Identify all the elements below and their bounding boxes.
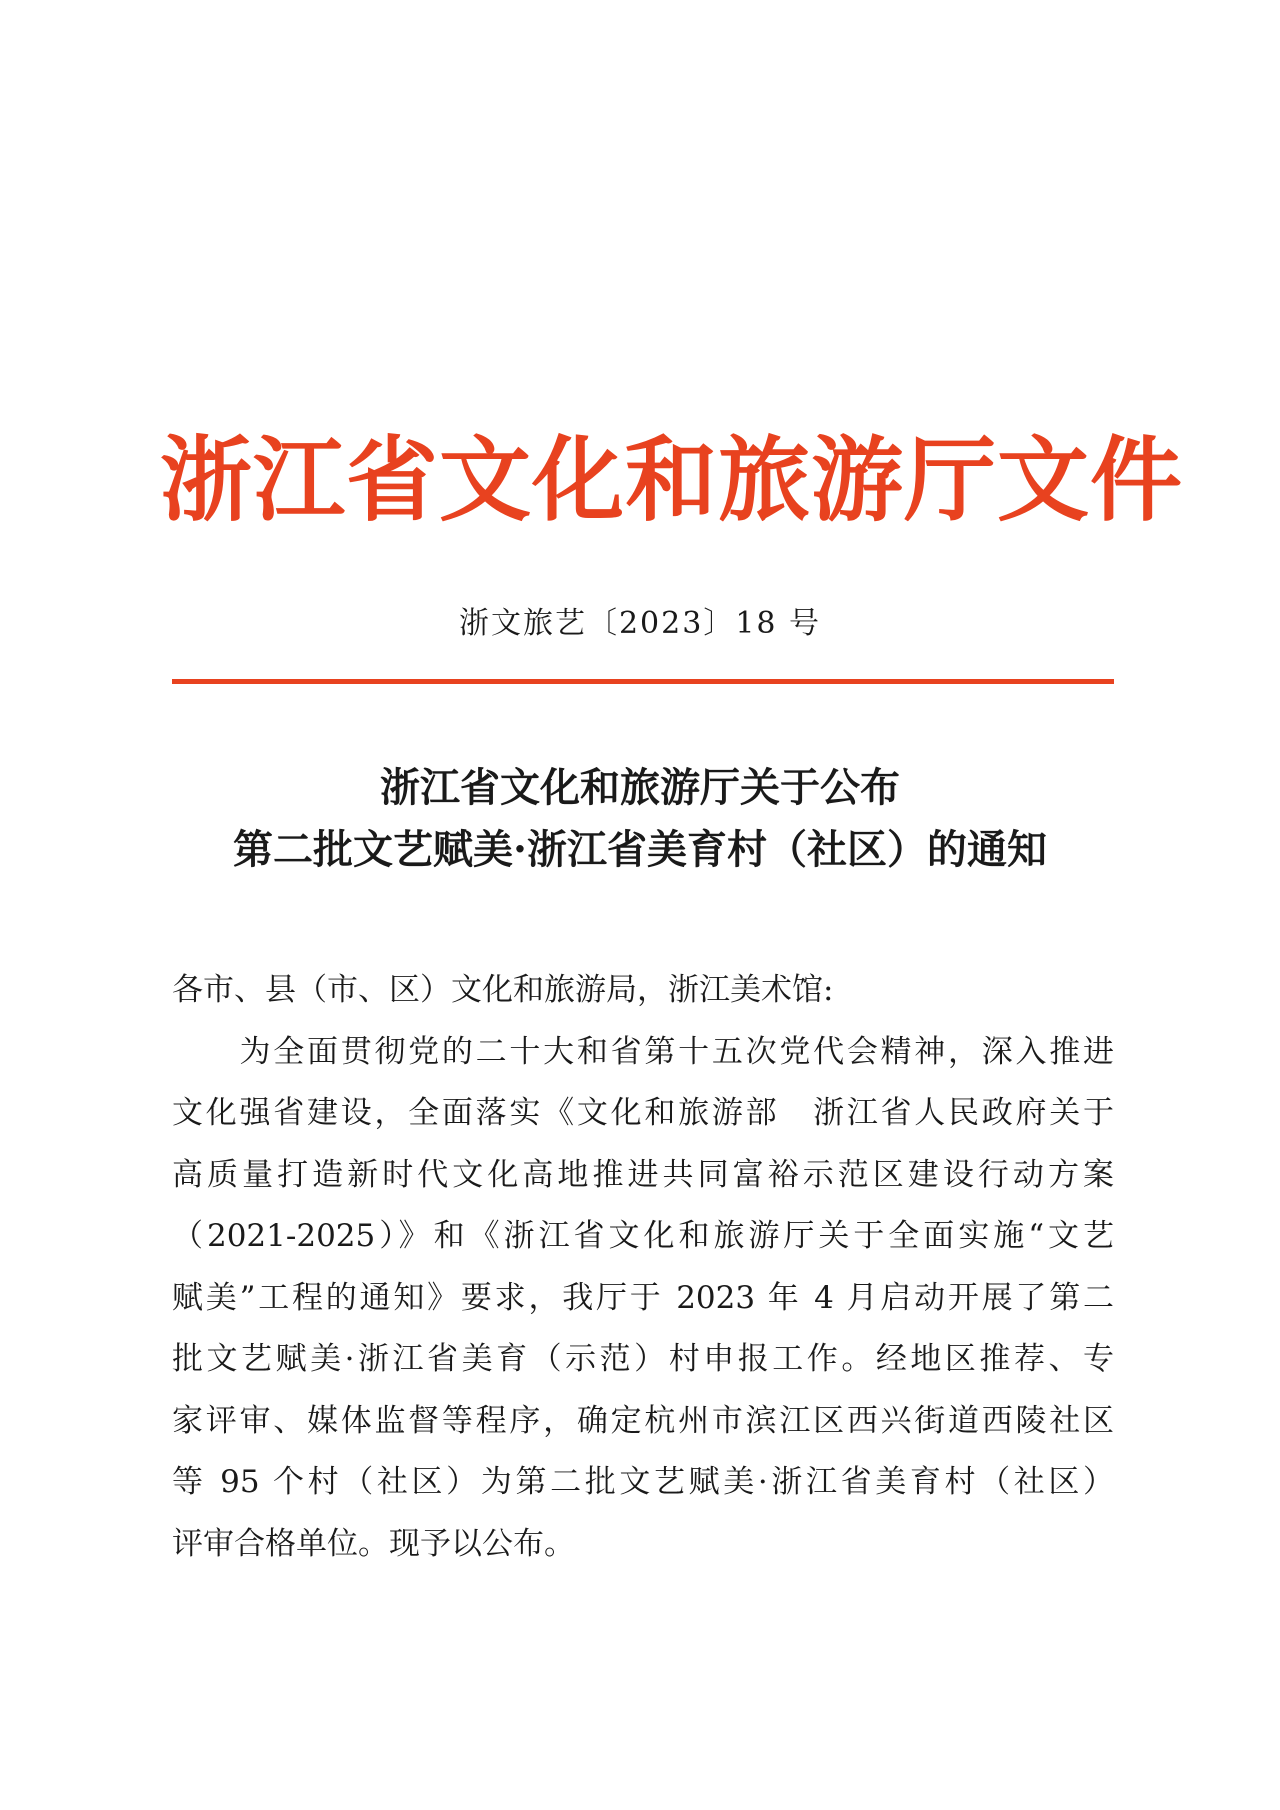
body-line: 文化强省建设，全面落实《文化和旅游部 浙江省人民政府关于 <box>172 1095 1114 1131</box>
red-divider-line <box>172 679 1114 684</box>
document-title <box>160 757 1120 881</box>
body-line: 为全面贯彻党的二十大和省第十五次党代会精神，深入推进 <box>172 1033 1114 1070</box>
salutation: 各市、县（市、区）文化和旅游局，浙江美术馆: <box>172 972 834 1008</box>
body-line: 评审合格单位。现予以公布。 <box>172 1525 575 1562</box>
issuer-masthead: 浙江省文化和旅游厅文件 <box>160 426 1184 534</box>
document-number: 浙文旅艺〔2023〕18 号 <box>458 606 822 641</box>
title-line-2: 第二批文艺赋美·浙江省美育村（社区）的通知 <box>233 826 1047 873</box>
title-line-1: 浙江省文化和旅游厅关于公布 <box>380 764 900 811</box>
body-line: 等 95 个村（社区）为第二批文艺赋美·浙江省美育村（社区） <box>172 1464 1114 1500</box>
body-line: 高质量打造新时代文化高地推进共同富裕示范区建设行动方案 <box>172 1156 1114 1193</box>
body-line: （2021-2025）》和《浙江省文化和旅游厅关于全面实施“文艺 <box>172 1218 1114 1254</box>
document-body <box>172 960 1114 1575</box>
body-line: 赋美”工程的通知》要求，我厅于 2023 年 4 月启动开展了第二 <box>172 1279 1114 1316</box>
body-line: 家评审、媒体监督等程序，确定杭州市滨江区西兴街道西陵社区 <box>172 1402 1114 1439</box>
body-line: 批文艺赋美·浙江省美育（示范）村申报工作。经地区推荐、专 <box>172 1341 1114 1377</box>
